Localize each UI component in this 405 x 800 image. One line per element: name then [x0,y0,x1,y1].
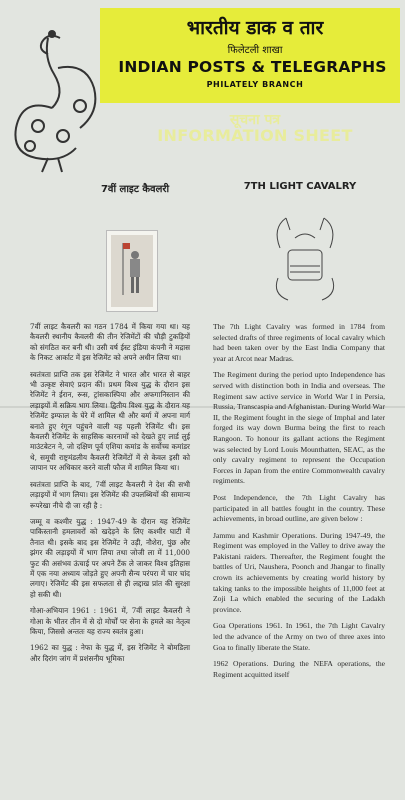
hindi-subtitle: फिलेटली शाखा [227,45,283,56]
info-sheet-hindi-heading: सूचना पत्र [229,112,281,128]
english-paragraph: Post Independence, the 7th Light Cavalry has participated in all battles fought in the country. These achievements, in broad outline, are given below : [213,492,385,524]
hindi-paragraph: स्वतंत्रता प्राप्ति तक इस रेजिमेंट ने भारत और भारत से बाहर भी उत्कृष्ट सेवाएं प्रदान कीं। प्रथम विश्व युद्ध के दौरान इस रेजिमेंट ने ईरान, रूस, ट्रांसकास्पिया और अफगानिस्तान की लड़ाइयों में सक्रिय भाग लिया। द्वितीय विश्व युद्ध के दौरान यह रेजिमेंट इम्फाल के घेरे में शामिल थी और बर्मा में अपना मार्ग बनाते हुए रंगून पहुंचने वाली यह पहली रेजिमेंट थी। इस कैवलरी रेजिमेंट के साहसिक कारनामों को देखते हुए लार्ड लुई माउंटबेटन ने, जो दक्षिण पूर्व एशिया कमांड के सर्वोच्च कमांडर थे, समूची राष्ट्रमंडलीय कैवलरी रेजिमेंटों में से केवल इसी को जापान पर अधिकार करने वाली फौज में शामिल किया था। [30,369,190,473]
info-sheet-heading: INFORMATION SHEET [157,126,353,145]
stamp-image [111,235,153,307]
hindi-paragraph: गोआ-अभियान 1961 : 1961 में, 7वीं लाइट कैवलरी ने गोआ के भीतर तीन में से दो मोर्चों पर सेना के हमले का नेतृत्व किया, जिससे अन्ततः यह राज्य स्वतंत्र हुआ। [30,606,190,636]
hindi-paragraph: जम्मू व कश्मीर युद्ध : 1947-49 के दौरान यह रेजिमेंट पाकिस्तानी हमलावरों को खदेड़ने के लिए कश्मीर घाटी में तैनात थी। इसके बाद इस रेजिमेंट ने उड़ी, नौशेरा, पुंछ और झंगर की लड़ाइयों में भाग लिया तथा जोजी ला में 11,000 फुट की असंभव ऊंचाई पर अपने टैंक ले जाकर विश्व इतिहास में एक नया अध्याय जोड़ते हुए अपनी सैन्य परंपरा में चार चांद लगाए। रेजिमेंट की इस सफलता से ही लद्दाख प्रांत की सुरक्षा हो सकी थी। [30,516,190,599]
english-text-column [213,322,385,686]
hindi-paragraph: स्वतंत्रता प्राप्ति के बाद, 7वीं लाइट कैवलरी ने देश की सभी लड़ाइयों में भाग लिया। इस रेजिमेंट की उपलब्धियों की सामान्य रूपरेखा नीचे दी जा रही है : [30,479,190,510]
english-paragraph: The 7th Light Cavalry was formed in 1784 from selected drafts of three regiments of local cavalry which had been taken over by the East India Company that year at Arcot near Madras. [213,322,385,363]
hindi-paragraph: 1962 का युद्ध : नेफा के युद्ध में, इस रेजिमेंट ने बोमडिला और दिरांग जांग में प्रशंसनीय भूमिका [30,643,190,663]
page-subtitle: PHILATELY BRANCH [206,80,304,89]
hindi-title: भारतीय डाक व तार [186,17,324,39]
hindi-paragraph: 7वीं लाइट कैवलरी का गठन 1784 में किया गया था। यह कैवलरी स्थानीय कैवलरी की तीन रेजिमेंटों की चौड़ी टुकड़ियों को संगठित कर बनी थी। उसी वर्ष ईस्ट इंडिया कंपनी ने मद्रास के निकट आर्काट में इस रेजिमेंट को अपने अधीन लिया था। [30,322,190,363]
cavalry-soldier-icon [111,235,153,307]
stamp-title-english: 7TH LIGHT CAVALRY [243,181,357,192]
english-paragraph: Jammu and Kashmir Operations. During 1947-49, the Regiment was employed in the Valley to drive away the Pakistani raiders. Thereafter, the Regiment fought the battles of Uri, Naushera, Poonch and Jhangar to finally crown its achievements by creating world history by taking tanks to the impossible heights of 11,000 feet at Zoji La which enabled the securing of the Ladakh province. [213,530,385,614]
english-paragraph: Goa Operations 1961. In 1961, the 7th Light Cavalry led the advance of the Army on two of three axes into Goa to finally liberate the State. [213,621,385,652]
english-paragraph: The Regiment during the period upto Independence has served with distinction both in India and overseas. The Regiment saw active service in World War I in Persia, Russia, Transcaspia and Afghanistan. During World War II, the Regiment fought in the siege of Imphal and later forged its way down Burma being the first to reach Rangoon. To honour its gallant actions the Regiment was selected by Lord Louis Mounthatten, SEAC, as the only cavalry regiment to represent the Occupation Forces in Japan from the entire Commonwealth cavalry regiments. [213,370,385,486]
postage-stamp [106,230,158,312]
hindi-text-column [30,322,190,670]
first-day-cancellation-icon [250,208,360,318]
stamp-title-hindi: 7वीं लाइट कैवलरी [100,184,170,195]
page-title: INDIAN POSTS & TELEGRAPHS [118,58,387,76]
english-paragraph: 1962 Operations. During the NEFA operations, the Regiment acquitted itself [213,659,385,679]
peacock-logo-icon [8,8,103,178]
